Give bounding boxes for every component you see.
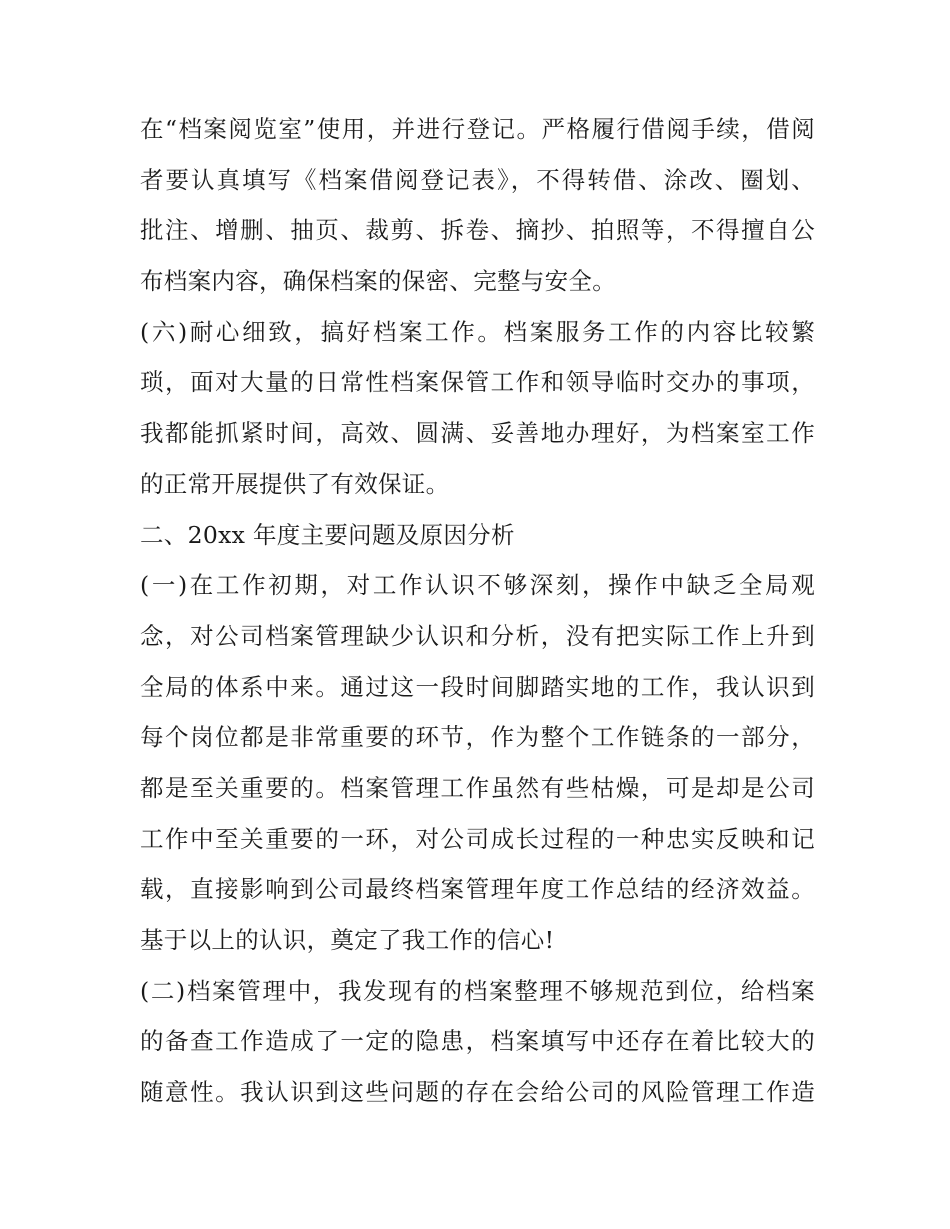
text-line: 我都能抓紧时间，高效、圆满、妥善地办理好，为档案室工作 — [140, 419, 815, 448]
text-line: (一)在工作初期，对工作认识不够深刻，操作中缺乏全局观 — [140, 571, 815, 600]
section-heading: 二、20xx 年度主要问题及原因分析 — [140, 520, 515, 549]
text-line: 琐，面对大量的日常性档案保管工作和领导临时交办的事项， — [140, 368, 815, 397]
document-body — [140, 104, 815, 1118]
text-line: (二)档案管理中，我发现有的档案整理不够规范到位，给档案 — [140, 976, 815, 1005]
text-line: 念，对公司档案管理缺少认识和分析，没有把实际工作上升到 — [140, 621, 815, 650]
text-line: 者要认真填写《档案借阅登记表》，不得转借、涂改、圈划、 — [140, 165, 815, 194]
text-line: 的正常开展提供了有效保证。 — [140, 469, 450, 498]
text-line: 全局的体系中来。通过这一段时间脚踏实地的工作，我认识到 — [140, 672, 815, 701]
text-line: 基于以上的认识，奠定了我工作的信心! — [140, 926, 555, 954]
text-line: 每个岗位都是非常重要的环节，作为整个工作链条的一部分， — [140, 723, 815, 752]
text-line: (六)耐心细致，搞好档案工作。档案服务工作的内容比较繁 — [140, 317, 815, 346]
text-line: 工作中至关重要的一环，对公司成长过程的一种忠实反映和记 — [140, 824, 815, 853]
text-line: 批注、增删、抽页、裁剪、拆卷、摘抄、拍照等，不得擅自公 — [140, 216, 815, 245]
text-line: 都是至关重要的。档案管理工作虽然有些枯燥，可是却是公司 — [140, 773, 815, 802]
text-line: 在“档案阅览室”使用，并进行登记。严格履行借阅手续，借阅 — [140, 115, 815, 143]
text-line: 布档案内容，确保档案的保密、完整与安全。 — [140, 267, 616, 296]
text-line: 的备查工作造成了一定的隐患，档案填写中还存在着比较大的 — [140, 1027, 815, 1056]
text-line: 随意性。我认识到这些问题的存在会给公司的风险管理工作造 — [140, 1078, 815, 1107]
text-line: 载，直接影响到公司最终档案管理年度工作总结的经济效益。 — [140, 875, 815, 904]
